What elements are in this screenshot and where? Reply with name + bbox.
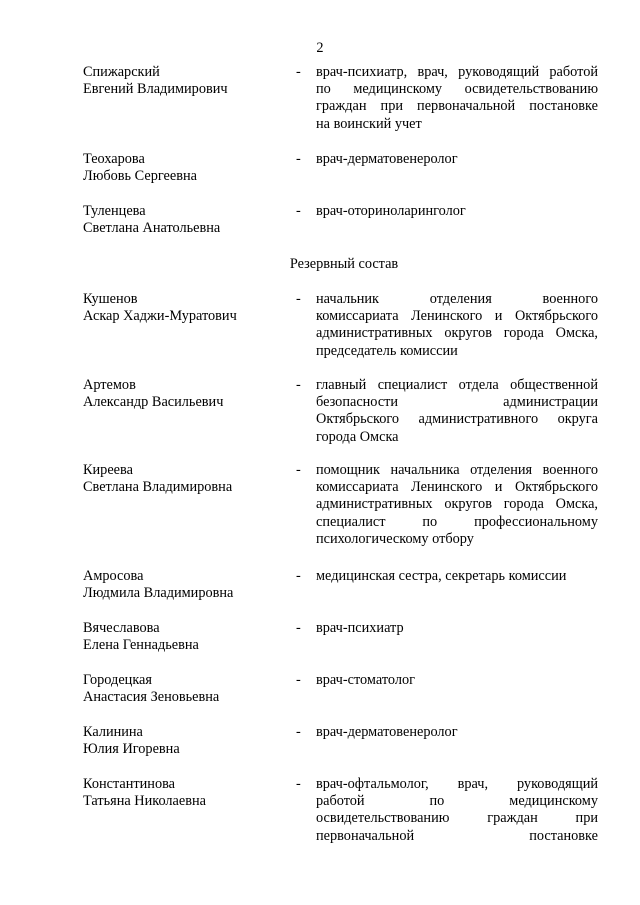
role-line: Октябрьского административного округа bbox=[316, 411, 598, 428]
member-surname: Спижарский bbox=[83, 64, 160, 80]
member-name bbox=[83, 64, 283, 98]
role-line: на воинский учет bbox=[316, 115, 422, 132]
role-line: комиссариата Ленинского и Октябрьского bbox=[316, 479, 598, 496]
member-role bbox=[316, 620, 598, 637]
role-line: врач-оториноларинголог bbox=[316, 203, 466, 219]
role-line: административных округов города Омска, bbox=[316, 325, 598, 342]
dash-separator: - bbox=[296, 620, 301, 636]
role-line: безопасности администрации bbox=[316, 394, 598, 411]
role-line: граждан при первоначальной постановке bbox=[316, 98, 598, 115]
member-surname: Константинова bbox=[83, 776, 175, 792]
dash-separator: - bbox=[296, 776, 301, 792]
role-line: врач-стоматолог bbox=[316, 672, 415, 688]
member-name bbox=[83, 151, 283, 185]
member-role bbox=[316, 776, 598, 845]
member-given-names: Аскар Хаджи-Муратович bbox=[83, 308, 237, 325]
role-line: врач-психиатр bbox=[316, 620, 404, 636]
role-line: по медицинскому освидетельствованию bbox=[316, 81, 598, 98]
member-given-names: Юлия Игоревна bbox=[83, 741, 180, 758]
role-line: главный специалист отдела общественной bbox=[316, 377, 598, 393]
member-role bbox=[316, 672, 598, 689]
role-line: освидетельствованию граждан при bbox=[316, 810, 598, 827]
member-name bbox=[83, 620, 283, 654]
member-surname: Калинина bbox=[83, 724, 143, 740]
member-role bbox=[316, 151, 598, 168]
dash-separator: - bbox=[296, 462, 301, 478]
role-line: врач-психиатр, врач, руководящий работой bbox=[316, 64, 598, 80]
role-line: врач-дерматовенеролог bbox=[316, 151, 458, 167]
role-line: административных округов города Омска, bbox=[316, 496, 598, 513]
member-role bbox=[316, 568, 598, 585]
member-given-names: Татьяна Николаевна bbox=[83, 793, 206, 810]
dash-separator: - bbox=[296, 151, 301, 167]
member-given-names: Любовь Сергеевна bbox=[83, 168, 197, 185]
member-name bbox=[83, 672, 283, 706]
role-line: врач-дерматовенеролог bbox=[316, 724, 458, 740]
dash-separator: - bbox=[296, 377, 301, 393]
member-name bbox=[83, 462, 283, 496]
member-name bbox=[83, 724, 283, 758]
member-surname: Вячеславова bbox=[83, 620, 160, 636]
member-name bbox=[83, 377, 283, 411]
dash-separator: - bbox=[296, 64, 301, 80]
member-name bbox=[83, 776, 283, 810]
role-line: помощник начальника отделения военного bbox=[316, 462, 598, 478]
role-line: врач-офтальмолог, врач, руководящий bbox=[316, 776, 598, 792]
member-role bbox=[316, 291, 598, 360]
role-line: первоначальной постановке bbox=[316, 827, 598, 844]
member-surname: Кушенов bbox=[83, 291, 138, 307]
member-surname: Амросова bbox=[83, 568, 144, 584]
role-line: медицинская сестра, секретарь комиссии bbox=[316, 568, 567, 584]
role-line: психологическому отбору bbox=[316, 530, 474, 547]
dash-separator: - bbox=[296, 291, 301, 307]
member-given-names: Евгений Владимирович bbox=[83, 81, 228, 98]
role-line: начальник отделения военного bbox=[316, 291, 598, 307]
member-given-names: Александр Васильевич bbox=[83, 394, 224, 411]
role-line: председатель комиссии bbox=[316, 342, 458, 359]
member-surname: Туленцева bbox=[83, 203, 146, 219]
member-given-names: Анастасия Зеновьевна bbox=[83, 689, 220, 706]
member-given-names: Людмила Владимировна bbox=[83, 585, 234, 602]
member-given-names: Светлана Анатольевна bbox=[83, 220, 221, 237]
member-name bbox=[83, 291, 283, 325]
member-given-names: Елена Геннадьевна bbox=[83, 637, 199, 654]
page-number: 2 bbox=[316, 40, 324, 56]
member-role bbox=[316, 724, 598, 741]
member-role bbox=[316, 462, 598, 548]
dash-separator: - bbox=[296, 203, 301, 219]
dash-separator: - bbox=[296, 672, 301, 688]
role-line: специалист по профессиональному bbox=[316, 513, 598, 530]
member-surname: Городецкая bbox=[83, 672, 152, 688]
member-name bbox=[83, 568, 283, 602]
member-name bbox=[83, 203, 283, 237]
dash-separator: - bbox=[296, 724, 301, 740]
dash-separator: - bbox=[296, 568, 301, 584]
member-surname: Киреева bbox=[83, 462, 133, 478]
member-surname: Артемов bbox=[83, 377, 136, 393]
member-role bbox=[316, 203, 598, 220]
member-given-names: Светлана Владимировна bbox=[83, 479, 233, 496]
section-reserve-title: Резервный состав bbox=[289, 256, 399, 272]
member-surname: Теохарова bbox=[83, 151, 145, 167]
member-role bbox=[316, 377, 598, 446]
member-role bbox=[316, 64, 598, 133]
role-line: комиссариата Ленинского и Октябрьского bbox=[316, 308, 598, 325]
role-line: города Омска bbox=[316, 428, 399, 445]
role-line: работой по медицинскому bbox=[316, 793, 598, 810]
